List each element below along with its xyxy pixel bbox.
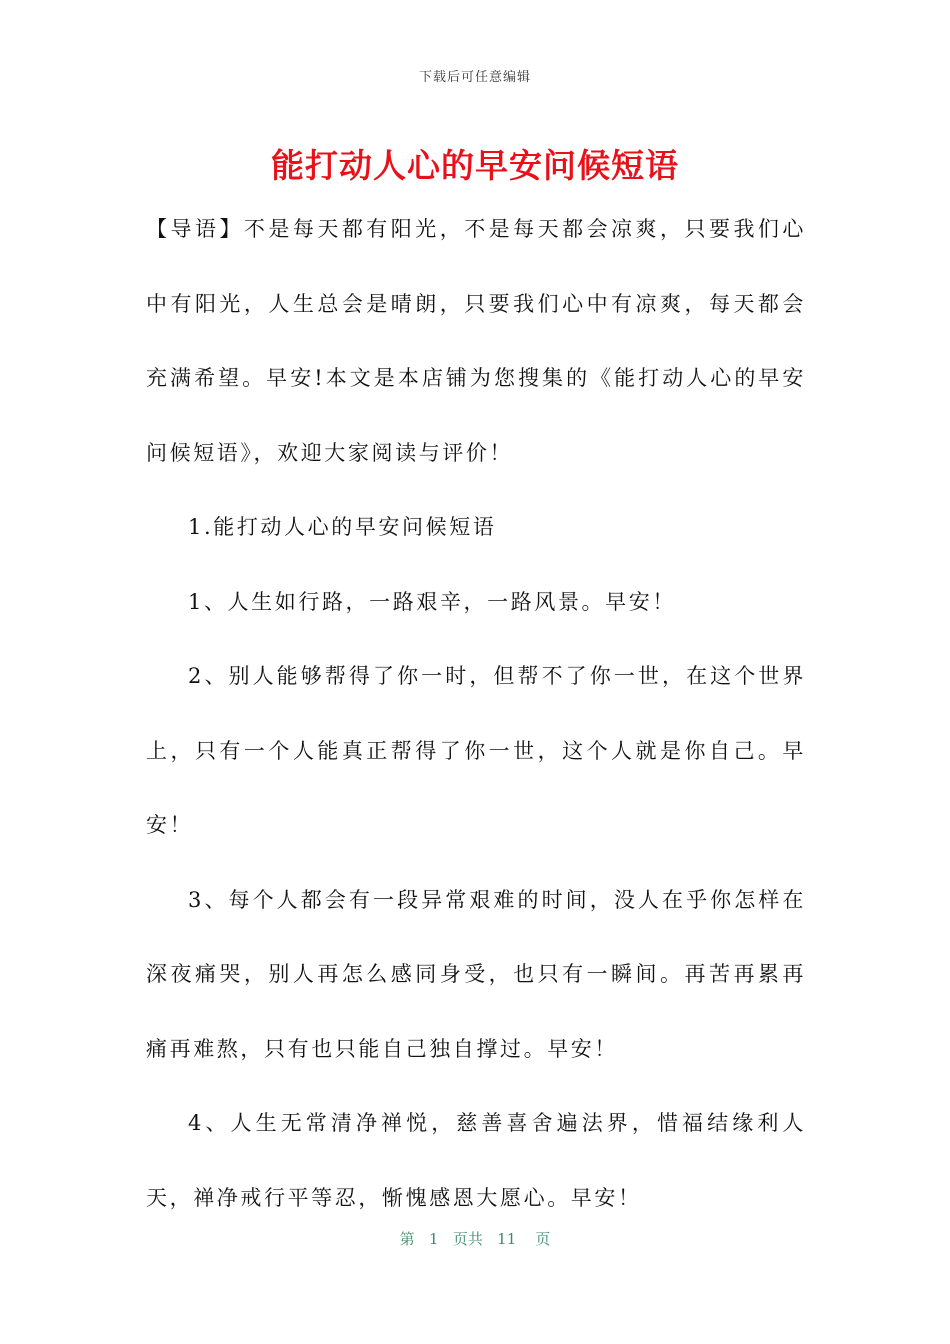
- list-item: 3、每个人都会有一段异常艰难的时间，没人在乎你怎样在深夜痛哭，别人再怎么感同身受，也只有一瞬间。再苦再累再痛再难熬，只有也只能自己独自撑过。早安！: [146, 887, 806, 1061]
- footer-page-mid: 页共: [452, 1230, 483, 1248]
- list-item: 1、人生如行路，一路艰辛，一路风景。早安！: [188, 589, 676, 614]
- footer-page-current: 1: [428, 1230, 439, 1248]
- footer-page-suffix: 页: [535, 1230, 551, 1248]
- header-note: 下载后可任意编辑: [418, 70, 531, 85]
- list-item: 2、别人能够帮得了你一时，但帮不了你一世，在这个世界上，只有一个人能真正帮得了你一世，这个人就是你自己。早安！: [146, 664, 806, 837]
- document-body: [146, 192, 806, 1235]
- page-title: 能打动人心的早安问候短语: [271, 146, 679, 185]
- intro-paragraph: 【导语】不是每天都有阳光，不是每天都会凉爽，只要我们心中有阳光，人生总会是晴朗，只要我们心中有凉爽，每天都会充满希望。早安!本文是本店铺为您搜集的《能打动人心的早安问候短语》，欢迎大家阅读与评价！: [146, 217, 806, 465]
- list-item: 4、人生无常清净禅悦，慈善喜舍遍法界，惜福结缘利人天，禅净戒行平等忍，惭愧感恩大愿心。早安！: [146, 1111, 806, 1210]
- footer-page-prefix: 第: [399, 1230, 415, 1248]
- footer-page-total: 11: [497, 1230, 517, 1248]
- section-heading: 1.能打动人心的早安问候短语: [188, 515, 497, 539]
- page-footer: [0, 1228, 950, 1249]
